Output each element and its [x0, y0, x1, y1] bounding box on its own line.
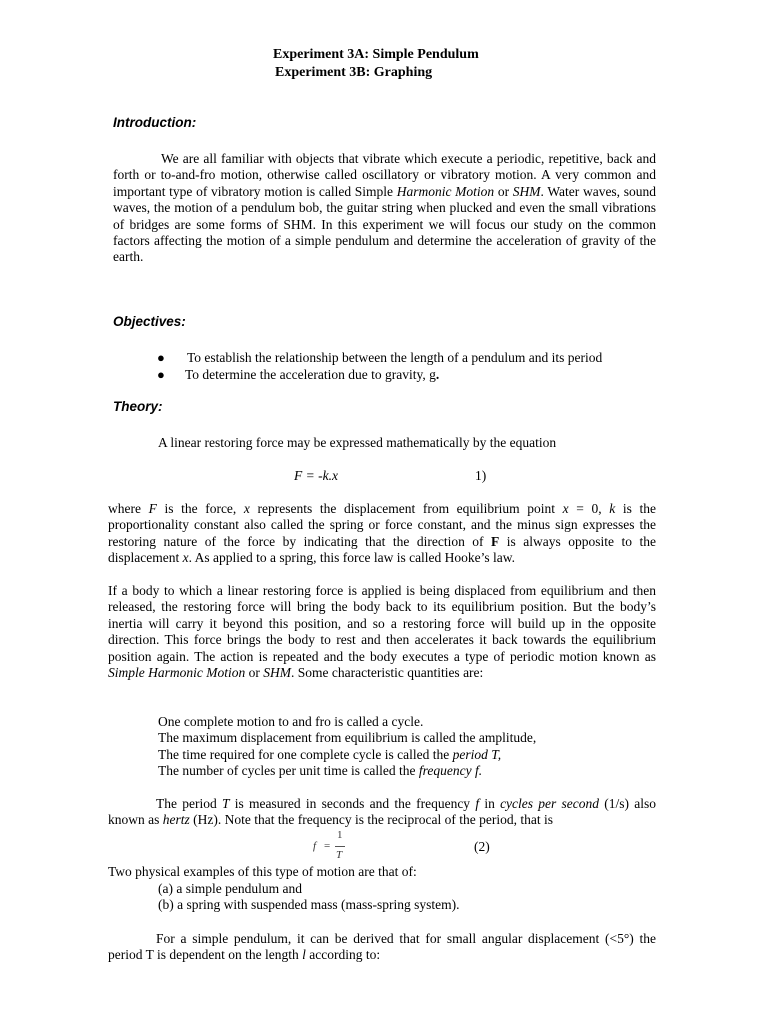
restoring-force-paragraph: If a body to which a linear restoring force is applied is being displaced from equilibrium and then released, the restoring force will bring the body back to its equilibrium position. But the body’s inertia will carry it beyond this position, and so a restoring force will build up in the opposite direction. This force brings the body to rest and then accelerates it back towards the equilibrium position again. The action is repeated and the body executes a type of periodic motion known as Simple Harmonic Motion or SHM. Some characteristic quantities are: — [108, 583, 656, 681]
example-a: (a) a simple pendulum and — [158, 881, 302, 896]
examples-intro: Two physical examples of this type of motion are that of: — [108, 864, 417, 879]
quantity-cycle: One complete motion to and fro is called a cycle. — [158, 714, 424, 729]
document-title-line-2: Experiment 3B: Graphing — [275, 65, 433, 80]
theory-intro-line: A linear restoring force may be expressed mathematically by the equation — [158, 435, 557, 450]
fraction-bar — [335, 846, 345, 847]
equation-2-equals: = — [324, 840, 331, 852]
objective-item-2: To determine the acceleration due to gravity, g. — [185, 367, 440, 382]
objectives-heading: Objectives: — [113, 314, 186, 329]
equation-2-denominator: T — [336, 849, 343, 861]
equation-2-lhs: f — [313, 840, 317, 852]
objective-item-1: To establish the relationship between the length of a pendulum and its period — [187, 350, 603, 365]
bullet-icon: ● — [157, 350, 165, 365]
introduction-paragraph: We are all familiar with objects that vibrate which execute a periodic, repetitive, back and forth or to-and-fro motion, otherwise called oscillatory or vibratory motion. A very common and important type of vibratory motion is called Simple Harmonic Motion or SHM. Water waves, sound waves, the motion of a pendulum bob, the guitar string when plucked and even the small vibrations of bridges are some forms of SHM. In this experiment we will focus our study on the common factors affecting the motion of a simple pendulum and determine the acceleration of gravity of the earth. — [113, 151, 657, 265]
equation-2 — [313, 829, 353, 863]
theory-heading: Theory: — [113, 399, 163, 414]
bullet-icon: ● — [157, 367, 165, 382]
document-title-line-1: Experiment 3A: Simple Pendulum — [273, 47, 479, 62]
equation-2-numerator: 1 — [337, 829, 343, 841]
introduction-heading: Introduction: — [113, 115, 197, 130]
pendulum-period-paragraph: For a simple pendulum, it can be derived that for small angular displacement (<5°) the period T is dependent on the length l according to: — [108, 931, 656, 963]
hookes-law-paragraph: where F is the force, x represents the displacement from equilibrium point x = 0, k is the proportionality constant also called the spring or force constant, and the minus sign expresses the restoring nature of the force by indicating that the direction of F is always opposite to the displacement x. As applied to a spring, this force law is called Hooke’s law. — [108, 501, 656, 566]
equation-1-number: 1) — [475, 468, 487, 483]
quantity-frequency: The number of cycles per unit time is called the frequency f. — [158, 763, 483, 778]
example-b: (b) a spring with suspended mass (mass-spring system). — [158, 897, 460, 912]
quantity-period: The time required for one complete cycle is called the period T, — [158, 747, 502, 762]
equation-2-number: (2) — [474, 839, 490, 854]
quantity-amplitude: The maximum displacement from equilibrium is called the amplitude, — [158, 730, 537, 745]
period-frequency-paragraph: The period T is measured in seconds and the frequency f in cycles per second (1/s) also known as hertz (Hz). Note that the frequency is the reciprocal of the period, that is — [108, 796, 656, 828]
equation-1: F = -k.x — [294, 468, 338, 483]
